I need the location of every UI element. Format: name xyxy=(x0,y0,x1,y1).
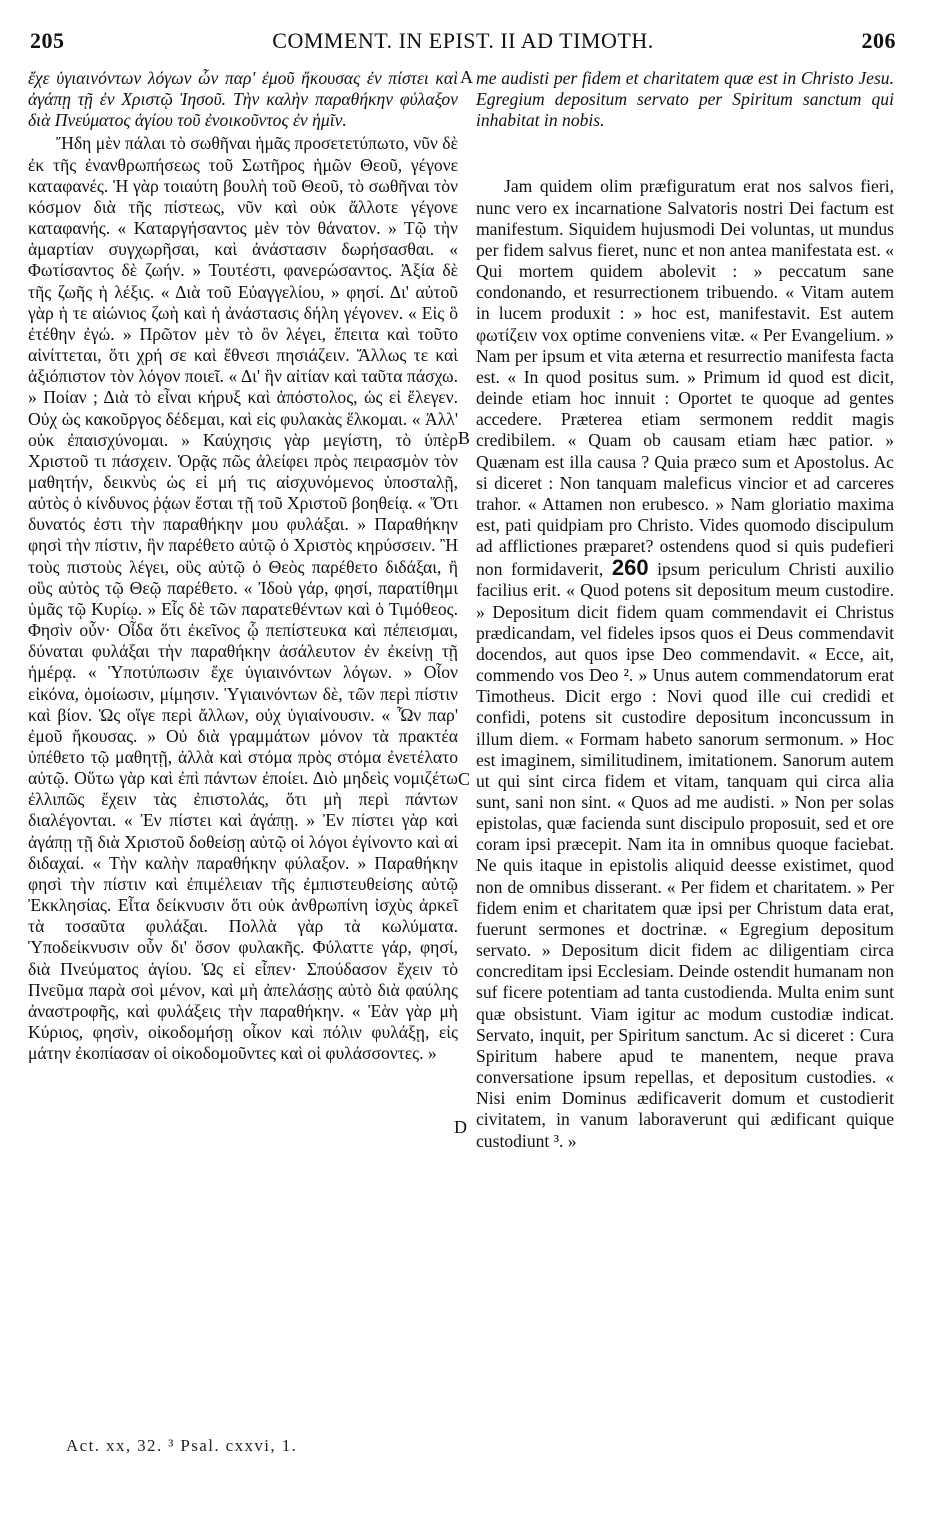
page-number-left: 205 xyxy=(30,28,65,53)
latin-scripture-lemma: me audisti per fidem et charitatem quæ est in Christo Jesu. Egregium depositum servato per Spiritum sanctum qui inhabitat in nobis. xyxy=(476,68,894,131)
latin-commentary xyxy=(476,176,894,1151)
margin-marker-d: D xyxy=(454,1117,467,1137)
greek-commentary: Ἤδη μὲν πάλαι τὸ σωθῆναι ἡμᾶς προσετετύπωτο, νῦν δὲ ἐκ τῆς ἐνανθρωπήσεως τοῦ Σωτῆρος ἡμῶν Θεοῦ, γέγονε καταφανές. Ἡ γὰρ τοιαύτη βουλὴ τοῦ Θεοῦ, τὸ σωθῆναι τὸν κόσμον διὰ τῆς πίστεως, νῦν καὶ οὐκ ἄλλοτε γέγονε καταφανής. « Καταργήσαντος μὲν τὸν θάνατον. » Τῷ τὴν ἁμαρτίαν συγχωρῆσαι, καὶ ἀνάστασιν δωρήσασθαι. « Φωτίσαντος δὲ ζωήν. » Τουτέστι, φανερώσαντος. Ἀξία δὲ τῆς ζωῆς ἡ λέξις. « Διὰ τοῦ Εὐαγγελίου, » φησί. Δι' αὐτοῦ γὰρ ἡ τε αἰώνιος ζωὴ καὶ ἡ ἀνάστασις δήλη γέγονεν. « Εἰς ὃ ἐτέθην ἐγώ. » Πρῶτον μὲν τὸ ὂν λέγει, ἔπειτα καὶ τοῦτο αἰνίττεται, ὅτι χρή σε καὶ ἔθνεσι πησιάζειν. Ἄλλως τε καὶ ἀξιόπιστον τὸν λόγον ποιεῖ. « Δι' ἣν αἰτίαν καὶ ταῦτα πάσχω. » Ποίαν ; Διὰ τὸ εἶναι κήρυξ καὶ ἀπόστολος, ὡς εἰ ἔλεγεν. Οὐχ ὡς κακοῦργος δέδεμαι, καὶ εἰς φυλακὰς ἕλκομαι. « Ἀλλ' οὐκ ἐπαισχύνομαι. » Καύχησις γὰρ μεγίστη, τὸ ὑπὲρ Χριστοῦ τι πάσχειν. Ὁρᾷς πῶς ἀλείφει πρὸς πειρασμὸν τὸν μαθητήν, δεικνὺς ὡς εἰ μή τις αἰσχυνόμενος ὑποσταλῇ, αὐτὸς ὁ κίνδυνος ῥᾴων ἔσται τῇ τοῦ Χριστοῦ βοηθείᾳ. « Ὅτι δυνατός ἐστι τὴν παραθήκην μου φυλάξαι. » Παραθήκην φησὶ τὴν πίστιν, ἣν παρέθετο αὐτῷ ὁ Χριστὸς κηρύσσειν. Ἢ τοὺς πιστοὺς λέγει, οὓς αὐτῷ ὁ Θεὸς παρέθετο διδάξαι, ἢ οὓς αὐτὸς τῷ Θεῷ παρέθετο. « Ἰδοὺ γάρ, φησί, παρατίθημι ὑμᾶς τῷ Κυρίῳ. » Εἷς δὲ τῶν παρατεθέντων καὶ ὁ Τιμόθεος. Φησὶν οὖν· Οἶδα ὅτι ἐκεῖνος ᾧ πεπίστευκα καὶ πέπεισμαι, δύναται φυλάξαι τὴν παραθήκην ἀσάλευτον ἐν ἐκείνῃ τῇ ἡμέρᾳ. « Ὑποτύπωσιν ἔχε ὑγιαινόντων λόγων. » Οἷον εἰκόνα, ὁμοίωσιν, μίμησιν. Ὑγιαινόντων δὲ, τῶν περὶ πίστιν καὶ βίον. Ὡς οἵγε περὶ ἄλλων, οὐχ ὑγιαίνουσιν. « Ὧν παρ' ἐμοῦ ἤκουσας. » Οὐ διὰ γραμμάτων μόνον τὰ πρακτέα ὑπέθετο τῷ μαθητῇ, ἀλλὰ καὶ στόμα πρὸς στόμα ἐνετέλατο αὐτῷ. Οὕτω γὰρ καὶ ἐπὶ πάντων ἐποίει. Διὸ μηδεὶς νομιζέτω ἐλλιπῶς ἔχειν τὰς ἐπιστολάς, ὅτι μὴ περὶ πάντων διαλέγονται. « Ἐν πίστει καὶ ἀγάπῃ. » Ἐν πίστει γὰρ καὶ ἀγάπῃ τῇ διὰ Χριστοῦ δοθείσῃ αὐτῷ οἱ λόγοι ἐγίνοντο καὶ αἱ διδαχαί. « Τὴν καλὴν παραθήκην φύλαξον. » Παραθήκην φησὶ τὴν πίστιν καὶ ἐπιμέλειαν τῆς ἐμπιστευθείσης αὐτῷ Ἐκκλησίας. Εἶτα δείκνυσιν ὅτι οὐκ ἀνθρωπίνη ἰσχὺς ἀρκεῖ τὰ τοσαῦτα φυλάξαι. Πολλὰ γὰρ τὰ κωλύματα. Ὑποδείκνυσιν οὖν δι' ὅσον φυλακῆς. Φύλαττε γάρ, φησί, διὰ Πνεύματος ἁγίου. Ὡς εἰ εἶπεν· Σπούδασον ἔχειν τὸ Πνεῦμα παρὰ σοὶ μένον, καὶ μὴ ἀπελάσῃς αὐτὸ διὰ φαύλης ἀναστροφῆς, καὶ φυλάξεις τὴν παραθήκην. « Ἐὰν γὰρ μὴ Κύριος, φησὶν, οἰκοδομήσῃ οἶκον καὶ πόλιν φυλάξῃ, εἰς μάτην ἐκοπίασαν οἱ οἰκοδομοῦντες καὶ οἱ φυλάσσοντες. » xyxy=(28,133,458,1064)
latin-column xyxy=(476,68,894,1152)
greek-column xyxy=(28,68,458,1064)
page-number-right: 206 xyxy=(861,28,896,53)
column-number: 260 xyxy=(611,555,649,581)
greek-scripture-lemma: ἔχε ὑγιαινόντων λόγων ὧν παρ' ἐμοῦ ἤκουσας ἐν πίστει καὶ ἀγάπῃ τῇ ἐν Χριστῷ Ἰησοῦ. Τὴν καλὴν παραθήκην φύλαξον διὰ Πνεύματος ἁγίου τοῦ ἐνοικοῦντος ἐν ἡμῖν. xyxy=(28,68,458,131)
footnotes: Act. xx, 32. ³ Psal. cxxvi, 1. xyxy=(66,1436,298,1455)
latin-commentary-part-1: Jam quidem olim præfiguratum erat nos salvos fieri, nunc vero ex incarnatione Salvatoris nostri Dei factum est manifestum. Siquidem hujusmodi Dei voluntas, ut mundus per fidem salvus fieret, nunc et non antea manifestata est. « Qui mortem quidem abolevit : » peccatum sane condonando, et resurrectionem tribuendo. « Vitam autem in lucem produxit : » hoc est, manifestavit. Est autem φωτίζειν vox optime conveniens vitæ. « Per Evangelium. » Nam per ipsum et vita æterna et resurrectio manifesta facta est. « In quod positus sum. » Primum id quod est dicit, deinde etiam hoc innuit : Oportet te quoque ad gentes accedere. Præterea etiam sermonem reddit magis credibilem. « Quam ob causam etiam hæc patior. » Quænam est illa causa ? Quia præco sum et Apostolus. Ac si diceret : Non tanquam maleficus vincior et ad carceres trahor. « Attamen non erubesco. » Nam gloriatio maxima est, pati quidpiam pro Christo. Vides quomodo discipulum ad afflictiones præparet? ostendens quod si quis pudefieri non formidaverit, xyxy=(476,176,894,580)
margin-marker-a: A xyxy=(460,67,473,87)
margin-marker-c: C xyxy=(458,769,471,789)
page-header xyxy=(30,28,896,58)
latin-commentary-part-2: ipsum periculum Christi auxilio facilius erit. « Quod potens sit depositum meum custodire. » Depositum dicit fidem quam commendavit ei Christus prædicandam, vel fideles ipsos quos ei Deus commendavit docendos, aut quos ipse Deo commendavit. « Ecce, ait, commendo vos Deo ². » Unus autem commendatorum erat Timotheus. Dicit ergo : Novi quod ille cui credidi et confidi, potens sit custodire depositum inconcussum in illum diem. « Formam habeto sanorum sermonum. » Hoc est imaginem, similitudinem, imitationem. Sanorum autem ut qui sint circa fidem et vitam, tanquam qui circa alia sunt, sani non sint. « Quos ad me audisti. » Non per solas epistolas, quæ facienda sunt discipulo proposuit, sed et ore coram ipsi præcepit. Nam ita in omnibus quoque faciebat. Ne quis itaque in epistolis aliquid deesse existimet, quod non de omnibus disserant. « Per fidem et charitatem. » Per fidem enim et charitatem quæ ipsi per Christum data erat, fuerunt sermones et doctrinæ. « Egregium depositum servato. » Depositum dicit fidem ac diligentiam circa concreditam ipsi Ecclesiam. Deinde ostendit humanam non suf ficere potentiam ad tanta custodienda. Multa enim sunt quæ obsistunt. Viam igitur ac modum custodiæ indicat. Servato, inquit, per Spiritum sanctum. Ac si diceret : Cura Spiritum habere apud te manentem, neque prava conversatione ipsum repellas, et depositum custodies. « Nisi enim Dominus ædificaverit domum et custodierit civitatem, in vanum laboraverunt qui ædificant quique custodiunt ³. » xyxy=(476,559,894,1151)
running-title: COMMENT. IN EPIST. II AD TIMOTH. xyxy=(272,28,654,53)
margin-marker-b: B xyxy=(458,428,471,448)
